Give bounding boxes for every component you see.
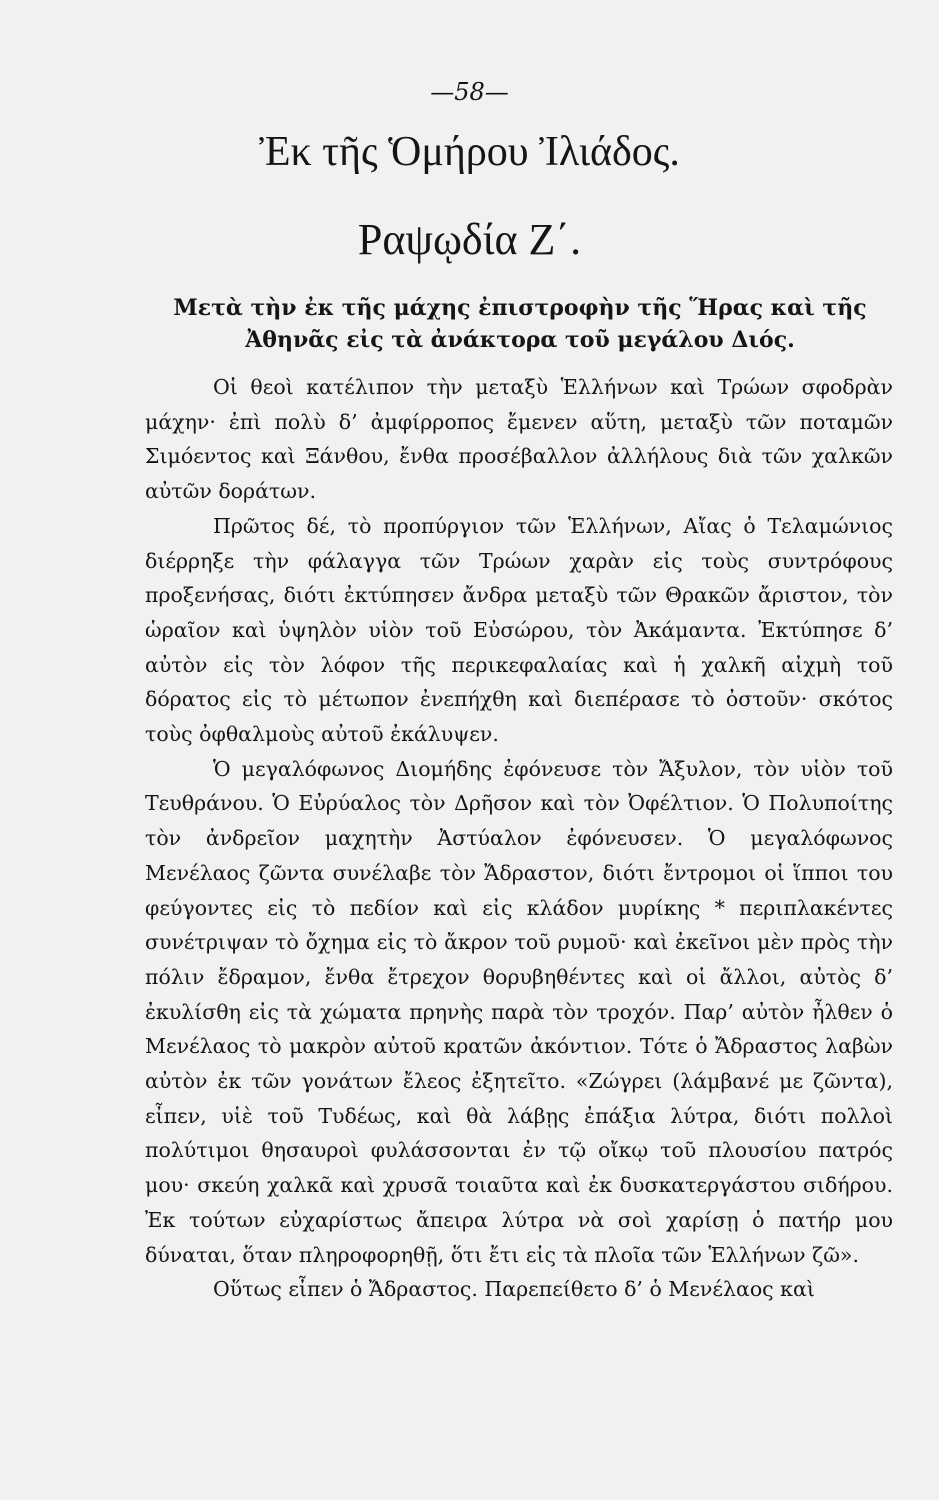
page-number: —58— [430, 78, 509, 106]
text-body [145, 370, 893, 1307]
book-subtitle: Ραψῳδία Ζ΄. [357, 215, 582, 264]
paragraph: Ὁ μεγαλόφωνος Διομήδης ἐφόνευσε τὸν Ἄξυλον, τὸν υἱὸν τοῦ Τευθράνου. Ὁ Εὐρύαλος τὸν Δρῆσον καὶ τὸν Ὀφέλτιον. Ὁ Πολυποίτης τὸν ἀνδρεῖον μαχητὴν Ἀστύαλον ἐφόνευσεν. Ὁ μεγαλόφωνος Μενέλαος ζῶντα συνέλαβε τὸν Ἄδραστον, διότι ἔντρομοι οἱ ἵπποι του φεύγοντες εἰς τὸ πεδίον καὶ εἰς κλάδον μυρίκης * περιπλακέντες συνέτριψαν τὸ ὄχημα εἰς τὸ ἄκρον τοῦ ρυμοῦ· καὶ ἐκεῖνοι μὲν πρὸς τὴν πόλιν ἔδραμον, ἔνθα ἔτρεχον θορυβηθέντες καὶ οἱ ἄλλοι, αὐτὸς δ’ ἐκυλίσθη εἰς τὰ χώματα πρηνὴς παρὰ τὸν τροχόν. Παρ’ αὐτὸν ἦλθεν ὁ Μενέλαος τὸ μακρὸν αὐτοῦ κρατῶν ἀκόντιον. Τότε ὁ Ἄδραστος λαβὼν αὐτὸν ἐκ τῶν γονάτων ἔλεος ἐξητεῖτο. «Ζώγρει (λάμβανέ με ζῶντα), εἶπεν, υἱὲ τοῦ Τυδέως, καὶ θὰ λάβῃς ἐπάξια λύτρα, διότι πολλοὶ πολύτιμοι θησαυροὶ φυλάσσονται ἐν τῷ οἴκῳ τοῦ πλουσίου πατρός μου· σκεύη χαλκᾶ καὶ χρυσᾶ τοιαῦτα καὶ ἐκ δυσκατεργάστου σιδήρου. Ἐκ τούτων εὐχαρίστως ἄπειρα λύτρα νὰ σοὶ χαρίσῃ ὁ πατήρ μου δύναται, ὅταν πληροφορηθῇ, ὅτι ἔτι εἰς τὰ πλοῖα τῶν Ἑλλήνων ζῶ». [145, 756, 893, 1267]
paragraph: Πρῶτος δέ, τὸ προπύργιον τῶν Ἑλλήνων, Αἴας ὁ Τελαμώνιος διέρρηξε τὴν φάλαγγα τῶν Τρώων χαρὰν εἰς τοὺς συντρόφους προξενήσας, διότι ἐκτύπησεν ἄνδρα μεταξὺ τῶν Θρακῶν ἄριστον, τὸν ὡραῖον καὶ ὑψηλὸν υἱὸν τοῦ Εὐσώρου, τὸν Ἀκάμαντα. Ἐκτύπησε δ’ αὐτὸν εἰς τὸν λόφον τῆς περικεφαλαίας καὶ ἡ χαλκῆ αἰχμὴ τοῦ δόρατος εἰς τὸ μέτωπον ἐνεπήχθη καὶ διεπέρασε τὸ ὀστοῦν· σκότος τοὺς ὀφθαλμοὺς αὐτοῦ ἐκάλυψεν. [145, 513, 893, 747]
paragraph: Οὕτως εἶπεν ὁ Ἄδραστος. Παρεπείθετο δ’ ὁ Μενέλαος καὶ [213, 1277, 815, 1302]
paragraph: Οἱ θεοὶ κατέλιπον τὴν μεταξὺ Ἑλλήνων καὶ Τρώων σφοδρὰν μάχην· ἐπὶ πολὺ δ’ ἀμφίρροπος ἔμενεν αὕτη, μεταξὺ τῶν ποταμῶν Σιμόεντος καὶ Ξάνθου, ἔνθα προσέβαλλον ἀλλήλους διὰ τῶν χαλκῶν αὐτῶν δοράτων. [145, 375, 893, 504]
page-title: Ἐκ τῆς Ὁμήρου Ἰλιάδος. [259, 129, 680, 175]
chapter-summary: Μετὰ τὴν ἐκ τῆς μάχης ἐπιστροφὴν τῆς Ἥρας καὶ τῆς Ἀθηνᾶς εἰς τὰ ἀνάκτορα τοῦ μεγάλου Διός. [173, 295, 867, 353]
